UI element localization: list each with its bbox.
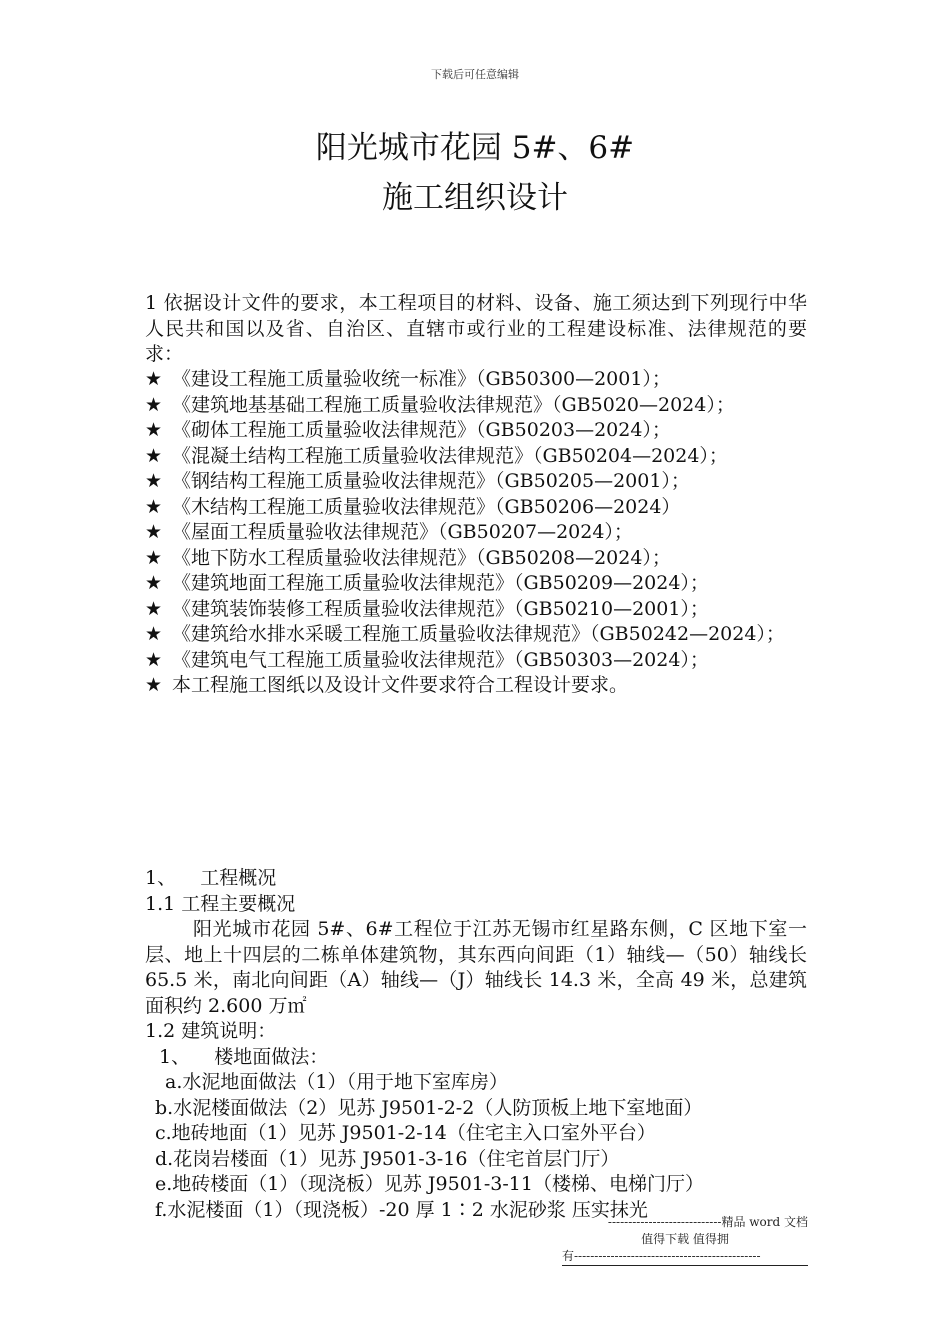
standards-list bbox=[145, 367, 807, 699]
star-icon: ★ bbox=[145, 521, 163, 543]
star-icon: ★ bbox=[145, 495, 163, 518]
floor-method-item: e.地砖楼面（1）（现浇板）见苏 J9501-3-11（楼梯、电梯门厅） bbox=[155, 1173, 704, 1195]
footer-line-2: 值得下载 值得拥 bbox=[641, 1232, 729, 1246]
document-subtitle: 施工组织设计 bbox=[382, 180, 568, 216]
floor-method-item: a.水泥地面做法（1）（用于地下室库房） bbox=[165, 1071, 508, 1093]
list-item: ★ 本工程施工图纸以及设计文件要求符合工程设计要求。 bbox=[145, 673, 807, 699]
star-icon: ★ bbox=[145, 623, 163, 645]
list-item: ★ 《建筑地基基础工程施工质量验收法律规范》（GB5020—2024）； bbox=[145, 393, 807, 419]
list-item: ★ 《建筑电气工程施工质量验收法律规范》（GB50303—2024）； bbox=[145, 648, 807, 674]
section-heading-1-1: 1.1 工程主要概况 bbox=[145, 892, 296, 915]
star-icon: ★ bbox=[145, 572, 163, 594]
overview-paragraph: 阳光城市花园 5#、6#工程位于江苏无锡市红星路东侧，C 区地下室一层、地上十四层的二栋单体建筑物，其东西向间距（1）轴线—（50）轴线长 65.5 米，南北向间距（A）轴线—（J）轴线长 14.3 米，全高 49 米，总建筑面积约 2.600 万㎡ bbox=[145, 918, 807, 1017]
page-header: 下载后可任意编辑 bbox=[431, 68, 519, 81]
floor-method-item: c.地砖地面（1）见苏 J9501-2-14（住宅主入口室外平台） bbox=[155, 1122, 656, 1144]
list-item: ★ 《建筑装饰装修工程质量验收法律规范》（GB50210—2001）； bbox=[145, 597, 807, 623]
footer-line-3: 有---------------------------------------------- bbox=[562, 1248, 808, 1266]
list-item: ★ 《建筑地面工程施工质量验收法律规范》（GB50209—2024）； bbox=[145, 571, 807, 597]
page-footer bbox=[562, 1214, 808, 1266]
list-item: ★ 《木结构工程施工质量验收法律规范》（GB50206—2024） bbox=[145, 495, 807, 521]
star-icon: ★ bbox=[145, 444, 163, 467]
document-title: 阳光城市花园 5#、6# bbox=[315, 130, 635, 166]
floor-method-item: f.水泥楼面（1）（现浇板）-20 厚 1∶2 水泥砂浆 压实抹光 bbox=[155, 1198, 648, 1221]
list-item: ★ 《地下防水工程质量验收法律规范》（GB50208—2024）； bbox=[145, 546, 807, 572]
star-icon: ★ bbox=[145, 597, 163, 620]
star-icon: ★ bbox=[145, 393, 163, 416]
list-item: ★ 《混凝土结构工程施工质量验收法律规范》（GB50204—2024）； bbox=[145, 444, 807, 470]
intro-paragraph: 1 依据设计文件的要求，本工程项目的材料、设备、施工须达到下列现行中华人民共和国以及省、自治区、直辖市或行业的工程建设标准、法律规范的要求： bbox=[145, 292, 807, 365]
list-item: ★ 《屋面工程质量验收法律规范》（GB50207—2024）； bbox=[145, 520, 807, 546]
star-icon: ★ bbox=[145, 648, 163, 671]
floor-method-item: d.花岗岩楼面（1）见苏 J9501-3-16（住宅首层门厅） bbox=[155, 1147, 620, 1170]
star-icon: ★ bbox=[145, 368, 163, 390]
section-heading-1-2: 1.2 建筑说明： bbox=[145, 1020, 277, 1042]
footer-line-1: ----------------------------精品 word 文档 bbox=[607, 1215, 808, 1229]
list-item: ★ 《建筑给水排水采暖工程施工质量验收法律规范》（GB50242—2024）； bbox=[145, 622, 807, 648]
star-icon: ★ bbox=[145, 674, 163, 696]
star-icon: ★ bbox=[145, 419, 163, 441]
project-overview bbox=[145, 866, 807, 1223]
section-heading-1: 1、 工程概况 bbox=[145, 867, 277, 889]
list-item: ★ 《建设工程施工质量验收统一标准》（GB50300—2001）； bbox=[145, 367, 807, 393]
star-icon: ★ bbox=[145, 546, 163, 569]
list-item: ★ 《钢结构工程施工质量验收法律规范》（GB50205—2001）； bbox=[145, 469, 807, 495]
floor-method-heading: 1、 楼地面做法： bbox=[159, 1045, 329, 1068]
list-item: ★ 《砌体工程施工质量验收法律规范》（GB50203—2024）； bbox=[145, 418, 807, 444]
floor-method-item: b.水泥楼面做法（2）见苏 J9501-2-2（人防顶板上地下室地面） bbox=[155, 1096, 703, 1119]
star-icon: ★ bbox=[145, 470, 163, 492]
